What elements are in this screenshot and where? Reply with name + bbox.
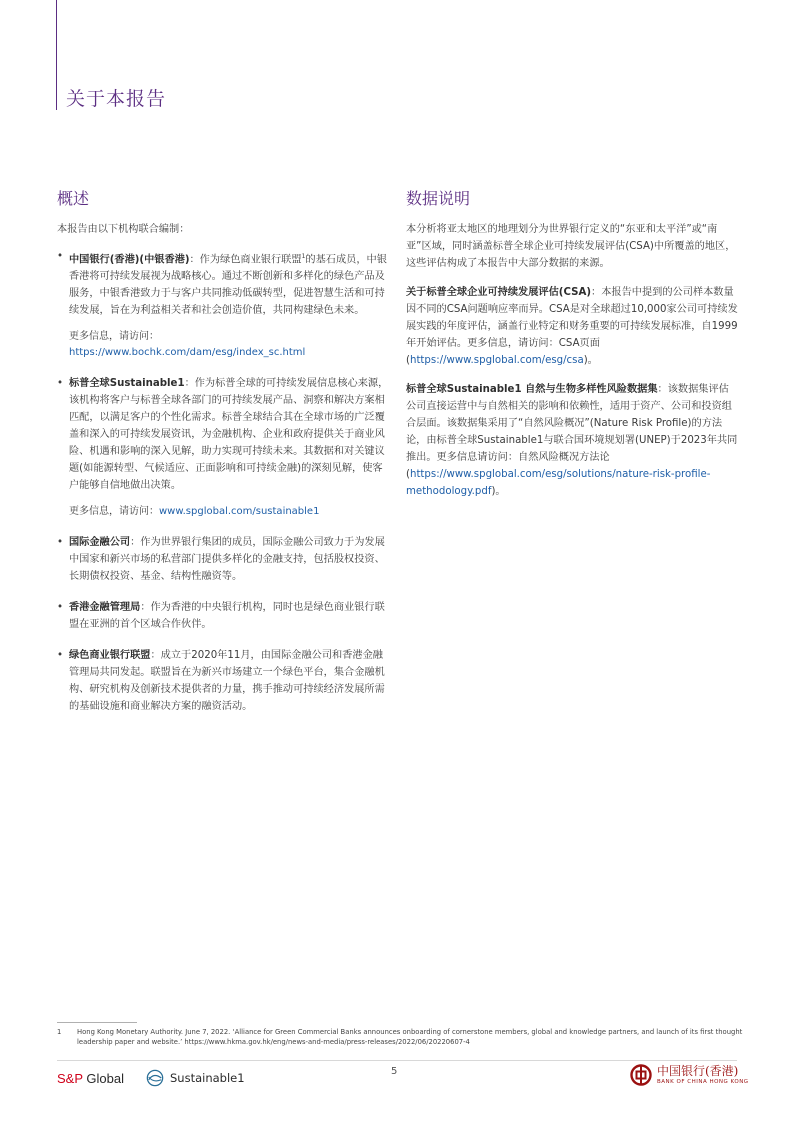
sustainable1-link[interactable]: www.spglobal.com/sustainable1: [159, 506, 320, 518]
boc-name-cn: 中国银行(香港): [657, 1063, 739, 1078]
boc-emblem-icon: [630, 1064, 652, 1086]
nature-risk-link[interactable]: https://www.spglobal.com/esg/solutions/nature-risk-profile-methodology.pdf: [406, 469, 711, 497]
more-info-sustainable1: [69, 504, 389, 520]
overview-intro: 本报告由以下机构联合编制：: [57, 224, 190, 235]
sp-logo-text: S&P: [57, 1071, 87, 1086]
org-name-hkma: 香港金融管理局: [69, 602, 141, 614]
list-item-ifc: [57, 534, 389, 585]
list-item-sustainable1: [57, 375, 389, 520]
organization-list: [57, 248, 389, 715]
data-notes-column: [406, 186, 738, 512]
data-notes-paragraph-1: 本分析将亚太地区的地理划分为世界银行定义的“东亚和太平洋”或“南亚”区域，同时涵盖标普全球企业可持续发展评估(CSA)中所覆盖的地区，这些评估构成了本报告中大部分数据的来源。: [406, 224, 736, 269]
boc-name-en: BANK OF CHINA HONG KONG: [657, 1078, 749, 1085]
more-info-bochk: [69, 329, 389, 361]
nature-dataset-text: ：该数据集评估公司直接运营中与自然相关的影响和依赖性，适用于资产、公司和投资组合层面。该数据集采用了“自然风险概况”(Nature Risk Profile)的方法论，由标普全球Sustainable1与联合国环境规划署(UNEP)于2023年共同推出。更多信息请访问：自然风险概况方法论 (: [406, 384, 738, 480]
sp-logo-global: Global: [86, 1071, 124, 1086]
more-info-label: 更多信息，请访问：: [69, 506, 159, 518]
org-text-ifc: ：作为世界银行集团的成员，国际金融公司致力于为发展中国家和新兴市场的私营部门提供多样化的金融支持，包括股权投资、长期债权投资、基金、结构性融资等。: [69, 537, 385, 583]
data-notes-paragraph-nature: [406, 381, 738, 500]
sp-global-logo: [57, 1071, 124, 1086]
list-item-agcb: [57, 647, 389, 715]
org-text-agcb: ：成立于2020年11月，由国际金融公司和香港金融管理局共同发起。联盟旨在为新兴市场建立一个绿色平台，集合金融机构、研究机构及创新技术提供者的力量，携手推动可持续经济发展所需的基础设施和商业解决方案的融资活动。: [69, 650, 385, 713]
nature-dataset-heading: 标普全球Sustainable1 自然与生物多样性风险数据集: [406, 384, 658, 395]
list-item-bochk: [57, 248, 389, 361]
footnote-rule: [57, 1022, 137, 1023]
footer-rule: [57, 1060, 737, 1061]
page-number: 5: [391, 1066, 398, 1077]
csa-end: )。: [583, 355, 598, 366]
org-name-sustainable1: 标普全球Sustainable1: [69, 378, 185, 390]
csa-heading: 关于标普全球企业可持续发展评估(CSA): [406, 287, 592, 298]
sustainable1-logo: [146, 1068, 245, 1088]
org-text-sustainable1: ：作为标普全球的可持续发展信息核心来源，该机构将客户与标普全球各部门的可持续发展产品、洞察和解决方案相匹配，以满足客户的个性化需求。标普全球结合其在全球市场的广泛覆盖和深入的可持续发展资讯，为金融机构、企业和政府提供关于商业风险、机遇和影响的深入见解，助力实现可持续未来。其数据和对关键议题(如能源转型、气候适应、正面影响和可持续金融)的深刻见解，使客户能够自信地做出决策。: [69, 378, 389, 492]
org-text-bochk-a: ：作为绿色商业银行联盟: [189, 254, 302, 266]
boc-wordmark: [657, 1065, 749, 1086]
page-title: 关于本报告: [66, 88, 167, 110]
data-notes-heading: 数据说明: [406, 189, 471, 208]
footnote-ref: 1: [301, 253, 306, 260]
boc-logo: [630, 1064, 749, 1086]
more-info-label: 更多信息，请访问：: [69, 331, 159, 343]
bochk-esg-link[interactable]: https://www.bochk.com/dam/esg/index_sc.html: [69, 347, 306, 359]
footnote-mark: 1: [57, 1028, 62, 1036]
csa-link[interactable]: https://www.spglobal.com/esg/csa: [409, 355, 584, 366]
data-notes-paragraph-csa: [406, 284, 738, 369]
csa-text: ：本报告中提到的公司样本数量因不同的CSA问题响应率而异。CSA是对全球超过10,000家公司可持续发展实践的年度评估，涵盖行业特定和财务重要的可持续发展标准，自1999年开始评估。更多信息，请访问：CSA页面 (: [406, 287, 738, 366]
org-name-bochk: 中国银行(香港)(中银香港): [69, 254, 190, 266]
overview-heading: 概述: [57, 189, 90, 208]
nature-dataset-end: )。: [491, 486, 506, 497]
org-name-ifc: 国际金融公司: [69, 537, 131, 549]
org-text-hkma: ：作为香港的中央银行机构，同时也是绿色商业银行联盟在亚洲的首个区域合作伙伴。: [69, 602, 385, 631]
sustainable1-icon: [146, 1069, 164, 1087]
org-name-agcb: 绿色商业银行联盟: [69, 650, 151, 662]
footnote: [57, 1027, 747, 1047]
sustainable1-logo-text: Sustainable1: [170, 1071, 245, 1085]
overview-column: [57, 186, 389, 729]
footnote-text: Hong Kong Monetary Authority. June 7, 2022. ‘Alliance for Green Commercial Banks announces onboarding of cornerstone members, global and knowledge partners, and launch of its first thought leadership paper and website.’ https://www.hkma.gov.hk/eng/news-and-media/press-releases/2022/06/20220607-4: [77, 1028, 743, 1046]
org-text-bochk-b: 的基石成员，中银香港将可持续发展视为战略核心。通过不断创新和多样化的绿色产品及服务，中银香港致力于与客户共同推动低碳转型，促进智慧生活和可持续发展，旨在为利益相关者和社会创造价值，共同构建绿色未来。: [69, 254, 387, 317]
list-item-hkma: [57, 599, 389, 633]
header-accent-rule: [56, 0, 57, 110]
